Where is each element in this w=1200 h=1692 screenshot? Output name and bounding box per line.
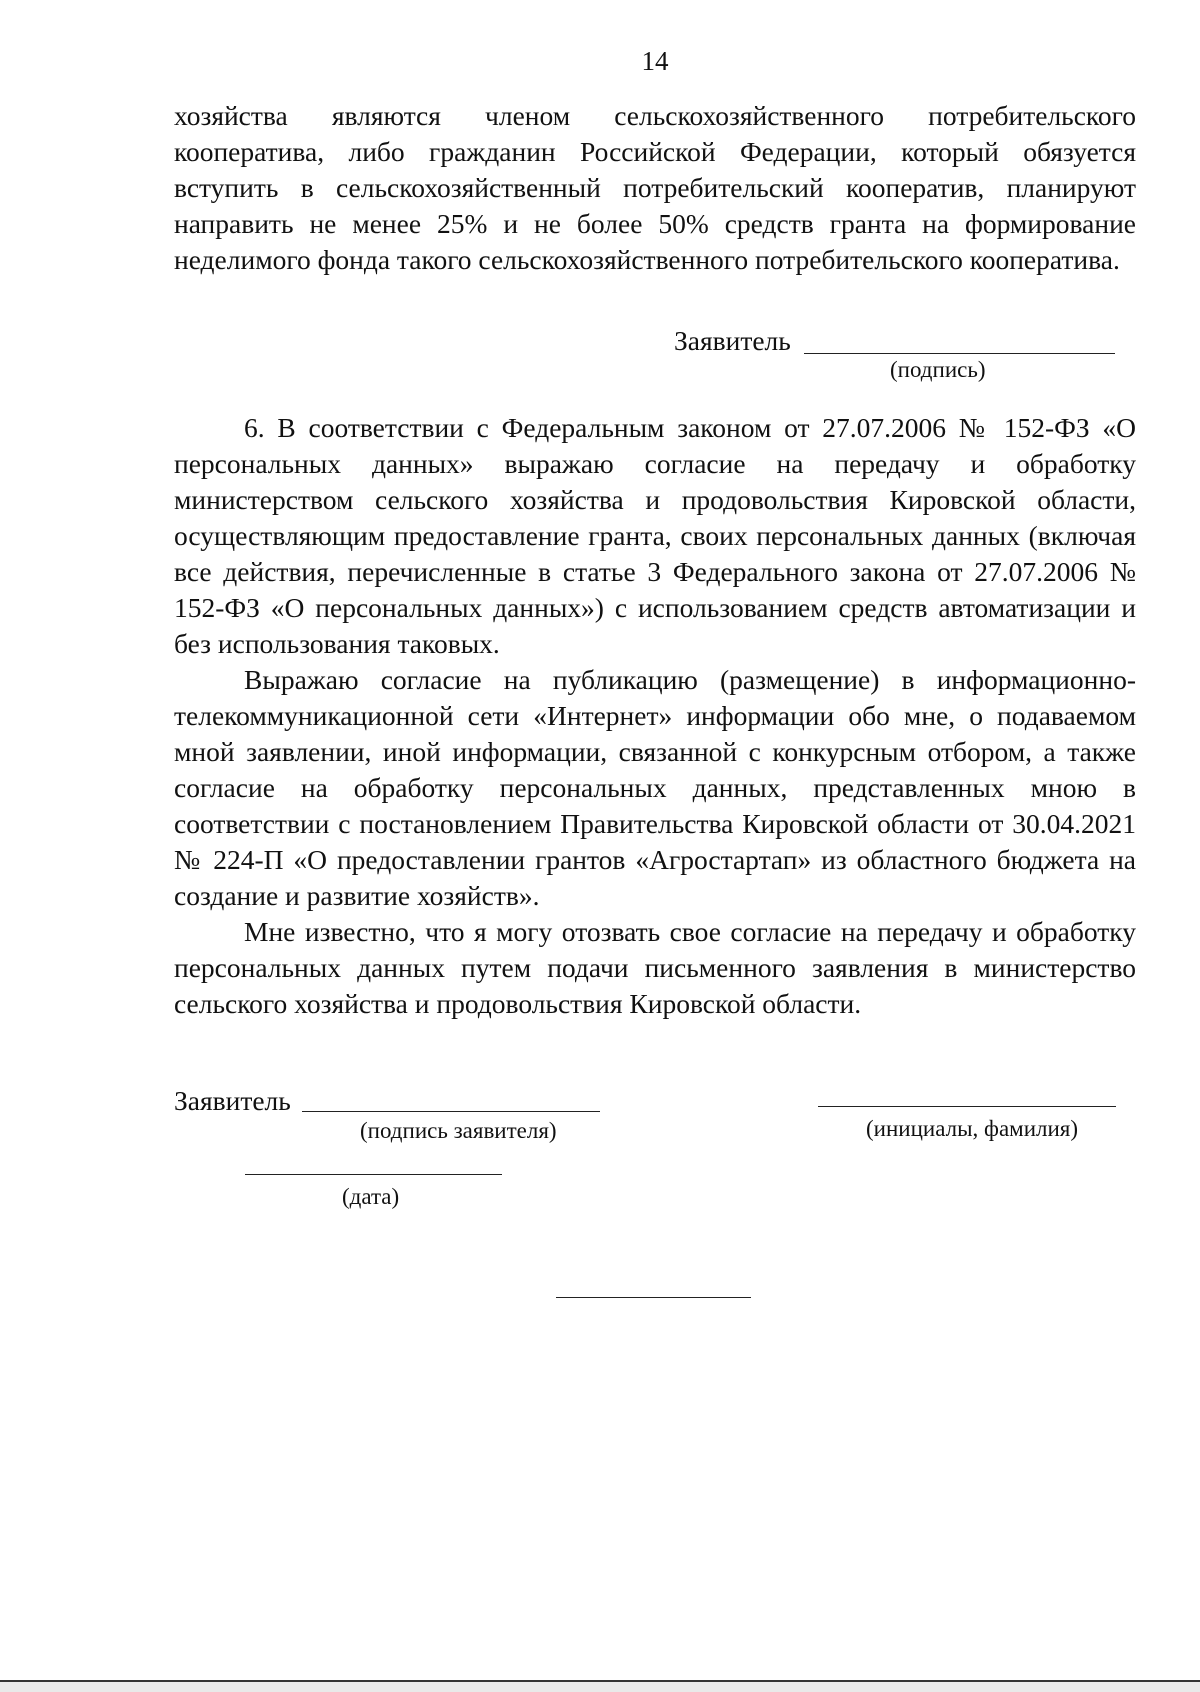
date-caption: (дата)	[342, 1184, 400, 1209]
date-line	[245, 1174, 502, 1175]
applicant-label: Заявитель	[674, 325, 791, 356]
paragraph-personal-data-consent: 6. В соответствии с Федеральным законом от 27.07.2006 № 152-ФЗ «О персональных данных» выражаю согласие на передачу и обработку министерством сельского хозяйства и продовольствия Кировской области, осуществляющим предоставление гранта, своих персональных данных (включая все действия, перечисленные в статье 3 Федерального закона от 27.07.2006 № 152-ФЗ «О персональных данных») с использованием средств автоматизации и без использования таковых.	[174, 412, 1136, 659]
page-number: 14	[641, 46, 669, 76]
consent-section	[174, 410, 1136, 1022]
applicant-signature-line	[804, 353, 1115, 354]
paragraph-publication-consent: Выражаю согласие на публикацию (размещение) в информационно-телекоммуникационной сети «Интернет» информации обо мне, о подаваемом мной заявлении, иной информации, связанной с конкурсным отбором, а также согласие на обработку персональных данных, представленных мною в соответствии с постановлением Правительства Кировской области от 30.04.2021 № 224-П «О предоставлении грантов «Агростартап» из областного бюджета на создание и развитие хозяйств».	[174, 664, 1136, 911]
initials-surname-caption: (инициалы, фамилия)	[866, 1116, 1079, 1141]
end-separator-line	[556, 1297, 751, 1298]
paragraph-cooperative-text: хозяйства являются членом сельскохозяйственного потребительского кооператива, либо гражданин Российской Федерации, который обязуется вступить в сельскохозяйственный потребительский кооператив, планируют направить не менее 25% и не более 50% средств гранта на формирование неделимого фонда такого сельскохозяйственного потребительского кооператива.	[174, 100, 1136, 275]
paragraph-withdrawal-notice: Мне известно, что я могу отозвать свое согласие на передачу и обработку персональных данных путем подачи письменного заявления в министерство сельского хозяйства и продовольствия Кировской области.	[174, 916, 1136, 1019]
applicant-signature-line-2	[302, 1111, 600, 1112]
signature-caption: (подпись)	[890, 357, 986, 382]
initials-surname-line	[818, 1106, 1116, 1107]
applicant-label-2: Заявитель	[174, 1085, 291, 1116]
paragraph-cooperative	[174, 98, 1136, 278]
scan-bottom-edge	[0, 1680, 1200, 1692]
applicant-signature-caption: (подпись заявителя)	[360, 1118, 557, 1143]
